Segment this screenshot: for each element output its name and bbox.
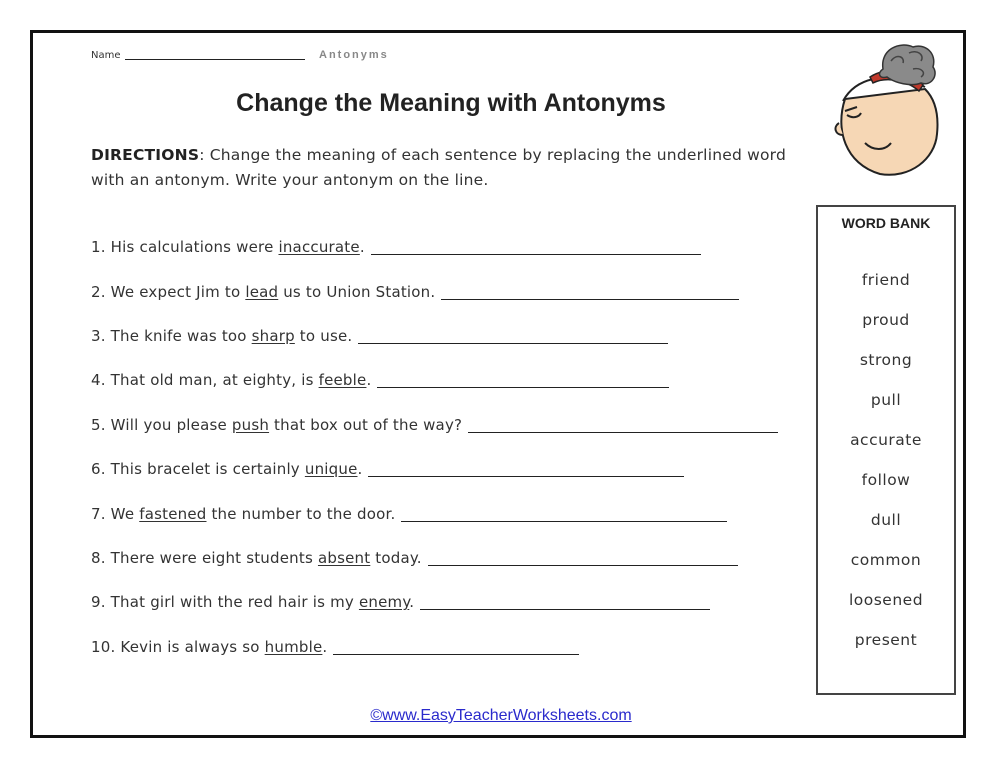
word-bank-item: accurate [850,431,922,449]
name-row [91,50,305,61]
word-bank-item: present [854,631,918,649]
answer-line[interactable] [377,373,669,388]
worksheet-frame [30,30,966,738]
word-bank-title: WORD BANK [841,215,931,231]
word-bank-item: strong [859,351,913,369]
answer-line[interactable] [371,240,701,255]
directions-label: DIRECTIONS [91,146,200,164]
question-6 [91,460,684,478]
name-label: Name [91,50,121,61]
word-bank-item: proud [862,311,910,329]
question-9 [91,593,710,611]
subject-label: Antonyms [319,49,389,61]
question-text-end: to use. [294,327,353,345]
thinking-head-icon [825,39,945,183]
directions [91,143,801,193]
page-title: Change the Meaning with Antonyms [236,89,666,117]
underlined-word: feeble [318,371,367,389]
answer-line[interactable] [441,285,739,300]
question-8 [91,549,738,567]
question-text: 1. His calculations were [91,238,279,256]
answer-line[interactable] [428,551,738,566]
name-line[interactable] [125,59,305,60]
question-10 [91,638,579,656]
answer-line[interactable] [468,418,778,433]
answer-line[interactable] [368,462,684,477]
question-text: 5. Will you please [91,416,232,434]
word-bank-item: pull [870,391,902,409]
directions-text: : Change the meaning of each sentence by replacing the underlined word with an antonym. Write your antonym on the line. [91,146,787,189]
underlined-word: enemy [358,593,410,611]
word-bank-item: common [850,551,922,569]
answer-line[interactable] [401,507,727,522]
question-7 [91,505,727,523]
word-bank [816,205,956,695]
underlined-word: humble [264,638,323,656]
underlined-word: sharp [251,327,295,345]
underlined-word: inaccurate [278,238,360,256]
underlined-word: lead [245,283,279,301]
question-text: 2. We expect Jim to [91,283,246,301]
word-bank-item: follow [861,471,911,489]
question-text-end: that box out of the way? [269,416,463,434]
question-text-end: . [357,460,363,478]
underlined-word: absent [317,549,371,567]
word-bank-item: dull [870,511,902,529]
question-text: 9. That girl with the red hair is my [91,593,359,611]
answer-line[interactable] [333,640,579,655]
question-text-end: . [409,593,415,611]
question-2 [91,283,739,301]
question-text-end: today. [370,549,422,567]
question-text-end: . [359,238,365,256]
answer-line[interactable] [358,329,668,344]
question-4 [91,371,669,389]
question-text: 3. The knife was too [91,327,252,345]
question-1 [91,238,701,256]
question-text: 4. That old man, at eighty, is [91,371,319,389]
question-5 [91,416,778,434]
question-text: 10. Kevin is always so [91,638,265,656]
underlined-word: fastened [139,505,207,523]
word-bank-item: friend [861,271,911,289]
question-text: 7. We [91,505,140,523]
question-text: 8. There were eight students [91,549,318,567]
question-text-end: . [322,638,328,656]
footer-link[interactable]: ©www.EasyTeacherWorksheets.com [370,707,632,724]
question-text-end: us to Union Station. [278,283,436,301]
underlined-word: unique [304,460,358,478]
question-3 [91,327,668,345]
underlined-word: push [231,416,270,434]
question-text-end: the number to the door. [206,505,396,523]
question-text-end: . [366,371,372,389]
answer-line[interactable] [420,595,710,610]
question-text: 6. This bracelet is certainly [91,460,305,478]
word-bank-item: loosened [848,591,924,609]
